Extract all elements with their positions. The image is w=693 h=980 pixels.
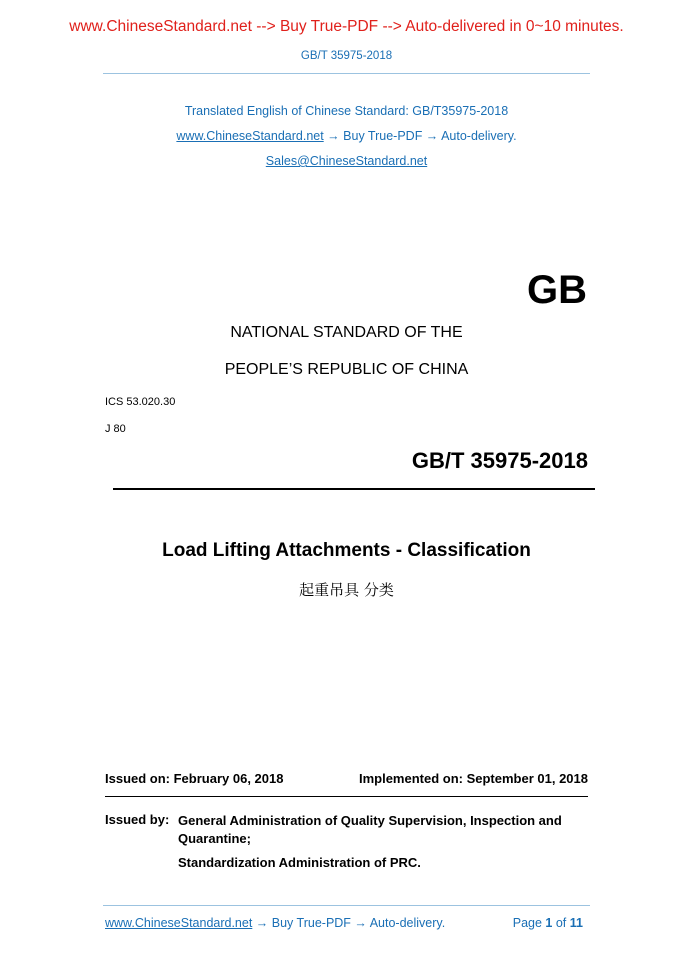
footer-divider [103, 905, 590, 906]
national-standard-line2: PEOPLE’S REPUBLIC OF CHINA [224, 361, 469, 378]
document-title-cn: 起重吊具 分类 [299, 581, 394, 599]
footer-site-link[interactable]: www.ChineseStandard.net [105, 916, 253, 930]
site-link[interactable]: www.ChineseStandard.net [176, 129, 324, 143]
translation-notice: Translated English of Chinese Standard: GB/T35975-2018 [184, 104, 509, 118]
page-word: Page [512, 916, 542, 930]
current-page: 1 [545, 916, 553, 930]
of-word: of [555, 916, 567, 930]
email-link[interactable]: Sales@ChineseStandard.net [265, 154, 428, 168]
header-divider [103, 73, 590, 74]
gb-logo: GB [527, 268, 587, 312]
promo-banner[interactable]: www.ChineseStandard.net --> Buy True-PDF --> Auto-delivered in 0~10 minutes. [69, 18, 624, 35]
issued-date: Issued on: February 06, 2018 [105, 771, 284, 786]
ccs-code: J 80 [105, 423, 126, 435]
dates-divider [105, 796, 588, 797]
issuing-organization-2: Standardization Administration of PRC. [178, 855, 421, 870]
implemented-date: Implemented on: September 01, 2018 [358, 771, 588, 786]
email-line [0, 154, 693, 168]
footer-purchase-path: → Buy True-PDF → Auto-delivery. [252, 916, 446, 930]
issued-by-label: Issued by: [105, 812, 170, 827]
ics-code: ICS 53.020.30 [105, 396, 176, 408]
purchase-line [0, 129, 693, 143]
issuing-organization-1: General Administration of Quality Supervision, Inspection and Quarantine; [178, 813, 562, 846]
purchase-path: → Buy True-PDF → Auto-delivery. [323, 129, 517, 143]
header-standard-code: GB/T 35975-2018 [300, 50, 393, 62]
footer-purchase-line [105, 916, 445, 930]
national-standard-line1: NATIONAL STANDARD OF THE [230, 324, 463, 341]
document-title-en: Load Lifting Attachments - Classification [162, 540, 531, 561]
title-divider [113, 488, 595, 490]
total-pages: 11 [569, 916, 583, 930]
page-indicator [513, 916, 583, 930]
standard-number: GB/T 35975-2018 [411, 448, 588, 473]
